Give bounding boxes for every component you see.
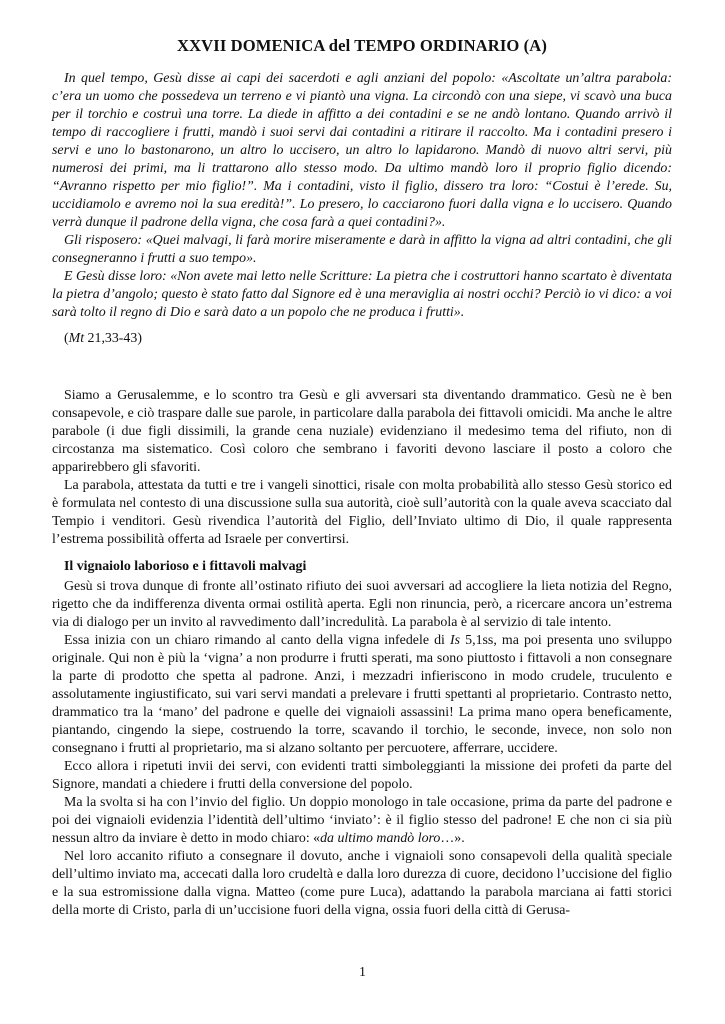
page-title: XXVII DOMENICA del TEMPO ORDINARIO (A) [177, 36, 547, 55]
commentary-paragraph: Siamo a Gerusalemme, e lo scontro tra Gesù e gli avversari sta diventando drammatico. Gesù ne è ben consapevole, e ciò traspare dalle sue parole, in particolare dalla parabola dei fittavoli omicidi. Ma anche le altre parabole (i due figli dissimili, la grande cena nuziale) evidenziano il medesimo tema del rifiuto, non di circostanza ma sistematico. Così coloro che sembrano i favoriti devono lasciare il posto a coloro che apparirebbero gli sfavoriti. [52, 388, 672, 475]
commentary-paragraph [52, 632, 672, 758]
commentary-paragraph: Ecco allora i ripetuti invii dei servi, con evidenti tratti simboleggianti la missione dei profeti da parte del Signore, mandati a chiedere i frutti della conversione del popolo. [52, 759, 672, 792]
gospel-reading [52, 70, 672, 348]
section-heading: Il vignaiolo laborioso e i fittavoli malvagi [64, 559, 307, 574]
reference-book: Mt [68, 331, 85, 346]
reference-verses: 21,33-43 [84, 331, 138, 346]
commentary-paragraph: Gesù si trova dunque di fronte all’ostinato rifiuto dei suoi avversari ad accogliere la lieta notizia del Regno, rigetto che da indifferenza diventa ormai ostilità aperta. Egli non rinuncia, però, a ricercare ancora un’estrema via di dialogo per un invito al ravvedimento dall’incredulità. La parabola è al servizio di tale intento. [52, 579, 672, 630]
page [52, 36, 672, 920]
commentary-paragraph: Nel loro accanito rifiuto a consegnare il dovuto, anche i vignaioli sono consapevoli della qualità speciale dell’ultimo inviato ma, accecati dalla loro crudeltà e dalla loro durezza di cuore, decidono l’uccisione del figlio e la sua estromissione dalla vigna. Matteo (come pure Luca), adattando la parabola marciana ai fatti storici della morte di Cristo, parla di un’uccisione fuori della vigna, ossia fuori della città di Gerusa- [52, 849, 672, 918]
text-run: 5,1ss, ma poi presenta uno sviluppo originale. Qui non è più la ‘vigna’ a non produrre i frutti sperati, ma sono piuttosto i fittavoli a non consegnare la parte di prodotto che spetta al padrone. Anzi, i mezzadri infieriscono in modo crudele, truculento e assolutamente ingiustificato, sui vari servi mandati a prelevare i frutti spettanti al proprietario. Contrasto netto, drammatico tra la ‘mano’ del padrone e quelle dei vignaioli assassini! La prima mano opera beneficamente, piantando, cingendo la siepe, costruendo la torre, scavando il torchio, le seconde, invece, non solo non consegnano i frutti al proprietario, ma si alzano soltanto per percuotere, afferrare, uccidere. [52, 633, 672, 756]
text-run: Ma la svolta si ha con l’invio del figlio. Un doppio monologo in tale occasione, prima da parte del padrone e poi dei vignaioli evidenzia l’identità dell’ultimo ‘inviato’: è il figlio stesso del padrone! E che non ci sia più nessun altro da inviare è detto in modo chiaro: « [52, 795, 672, 846]
commentary-paragraph [52, 794, 672, 848]
scripture-ref: Is [450, 633, 461, 648]
gospel-paragraph: E Gesù disse loro: «Non avete mai letto nelle Scritture: La pietra che i costruttori hanno scartato è diventata la pietra d’angolo; questo è stato fatto dal Signore ed è una meraviglia ai nostri occhi? Perciò io vi dico: a voi sarà tolto il regno di Dio e sarà dato a un popolo che ne produca i frutti». [52, 269, 672, 320]
quote: da ultimo mandò loro [320, 831, 441, 846]
gospel-reference: (Mt 21,33-43) [64, 331, 142, 346]
commentary-paragraph: La parabola, attestata da tutti e tre i vangeli sinottici, risale con molta probabilità allo stesso Gesù storico ed è formulata nel contesto di una discussione sulla sua autorità, cioè sull’autorità con la quale aveva scacciato dal Tempio i venditori. Gesù rivendica l’autorità del Figlio, dell’Inviato ultimo di Dio, il quale rappresenta l’estrema possibilità offerta ad Israele per convertirsi. [52, 478, 672, 547]
commentary [52, 387, 672, 920]
page-number: 1 [359, 965, 366, 980]
gospel-paragraph: In quel tempo, Gesù disse ai capi dei sacerdoti e agli anziani del popolo: «Ascoltate un’altra parabola: c’era un uomo che possedeva un terreno e vi piantò una vigna. La circondò con una siepe, vi scavò una buca per il torchio e costruì una torre. La diede in affitto a dei contadini e se ne andò lontano. Quando arrivò il tempo di raccogliere i frutti, mandò i suoi servi dai contadini a ritirare il raccolto. Ma i contadini presero i servi e uno lo bastonarono, un altro lo uccisero, un altro lo lapidarono. Mandò di nuovo altri servi, più numerosi dei primi, ma li trattarono allo stesso modo. Da ultimo mandò loro il proprio figlio dicendo: “Avranno rispetto per mio figlio!”. Ma i contadini, visto il figlio, dissero tra loro: “Costui è l’erede. Su, uccidiamolo e avremo noi la sua eredità!”. Lo presero, lo cacciarono fuori dalla vigna e lo uccisero. Quando verrà dunque il padrone della vigna, che cosa farà a quei contadini?». [52, 71, 672, 230]
gospel-paragraph: Gli risposero: «Quei malvagi, li farà morire miseramente e darà in affitto la vigna ad altri contadini, che gli consegneranno i frutti a suo tempo». [52, 233, 672, 266]
text-run: …». [440, 831, 465, 846]
text-run: Essa inizia con un chiaro rimando al canto della vigna infedele di [64, 633, 450, 648]
